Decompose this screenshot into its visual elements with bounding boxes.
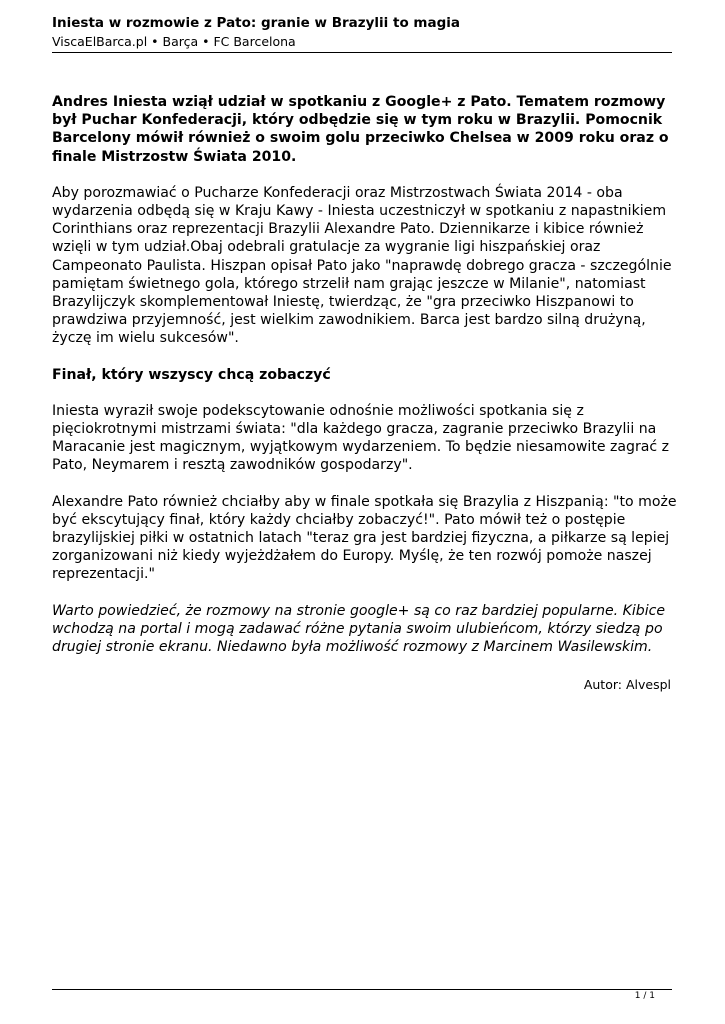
page-number: 1 / 1 (634, 991, 655, 1001)
header-divider (52, 52, 672, 53)
article-lead: Andres Iniesta wziął udział w spotkaniu z Google+ z Pato. Tematem rozmowy był Puchar Konfederacji, który odbędzie się w tym roku w Brazylii. Pomocnik Barcelony mówił również o swoim golu przeciwko Chelsea w 2009 roku oraz o finale Mistrzostw Świata 2010. (52, 94, 669, 165)
footer-divider (52, 989, 672, 990)
article-paragraph-1: Aby porozmawiać o Pucharze Konfederacji oraz Mistrzostwach Świata 2014 - oba wydarzenia odbędą się w Kraju Kawy - Iniesta uczestniczył w spotkaniu z napastnikiem Corinthians oraz reprezentacji Brazylii Alexandre Pato. Dziennikarze i kibice również wzięli w tym udział.Obaj odebrali gratulacje za wygranie ligi hiszpańskiej oraz Campeonato Paulista. Hiszpan opisał Pato jako "naprawdę dobrego gracza - szczególnie pamiętam świetnego gola, którego strzelił nam grając jeszcze w Milanie", natomiast Brazylijczyk skomplementował Iniestę, twierdząc, że "gra przeciwko Hiszpanowi to prawdziwa przyjemność, jest wielkim zawodnikiem. Barca jest bardzo silną drużyną, życzę im wielu sukcesów". (52, 184, 672, 347)
article-title: Iniesta w rozmowie z Pato: granie w Brazylii to magia (52, 15, 460, 31)
article-italic-note: Warto powiedzieć, że rozmowy na stronie google+ są co raz bardziej popularne. Kibice wchodzą na portal i mogą zadawać różne pytania swoim ulubieńcom, którzy siedzą po drugiej stronie ekranu. Niedawno była możliwość rozmowy z Marcinem Wasilewskim. (52, 602, 666, 656)
article-paragraph-3: Alexandre Pato również chciałby aby w finale spotkała się Brazylia z Hiszpanią: "to może być ekscytujący finał, który każdy chciałby zobaczyć!". Pato mówił też o postępie brazylijskiej piłki w ostatnich latach "teraz gra jest bardziej fizyczna, a piłkarze są lepiej zorganizowani niż kiedy wyjeżdżałem do Europy. Myślę, że ten rozwój pomoże naszej reprezentacji." (52, 493, 677, 583)
site-breadcrumb: ViscaElBarca.pl • Barça • FC Barcelona (52, 34, 296, 49)
article-author: Autor: Alvespl (583, 677, 671, 693)
section-heading: Finał, który wszyscy chcą zobaczyć (52, 366, 331, 383)
document-header (52, 14, 672, 50)
article-body (52, 93, 677, 712)
article-paragraph-2: Iniesta wyraził swoje podekscytowanie odnośnie możliwości spotkania się z pięciokrotnymi mistrzami świata: "dla każdego gracza, zagranie przeciwko Brazylii na Maracanie jest magicznym, wyjątkowym wydarzeniem. To będzie niesamowite zagrać z Pato, Neymarem i resztą zawodników gospodarzy". (52, 402, 670, 474)
